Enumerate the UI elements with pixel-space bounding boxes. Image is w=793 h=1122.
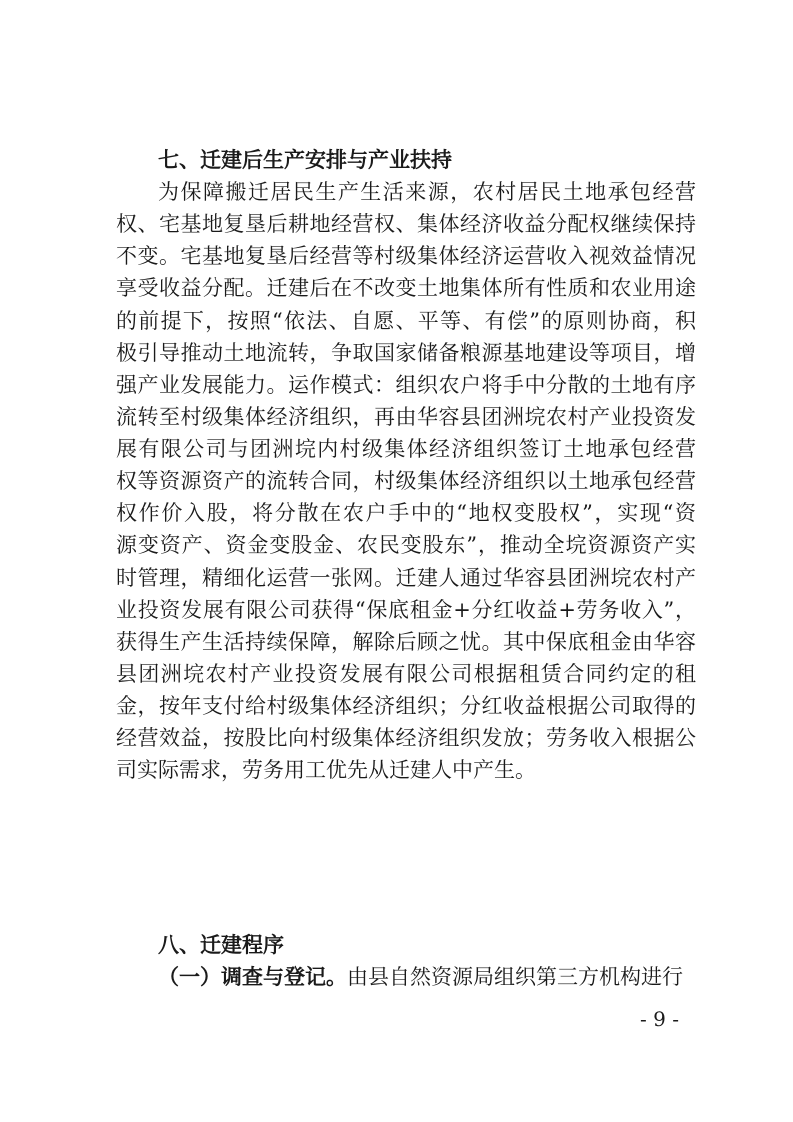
section-8-heading: 八、迁建程序 bbox=[158, 933, 284, 957]
paragraph-line: 享受收益分配。迁建后在不改变土地集体所有性质和农业用途 bbox=[116, 276, 696, 300]
paragraph-line: 获得生产生活持续保障，解除后顾之忧。其中保底租金由华容 bbox=[116, 630, 696, 654]
paragraph-line: 极引导推动土地流转，争取国家储备粮源基地建设等项目，增 bbox=[116, 341, 696, 365]
paragraph-line: 司实际需求，劳务用工优先从迁建人中产生。 bbox=[116, 758, 536, 782]
paragraph-line: 时管理，精细化运营一张网。迁建人通过华容县团洲垸农村产 bbox=[116, 566, 696, 590]
paragraph-line: 强产业发展能力。运作模式：组织农户将手中分散的土地有序 bbox=[116, 373, 696, 397]
paragraph-line: 权等资源资产的流转合同，村级集体经济组织以土地承包经营 bbox=[116, 469, 696, 493]
subsection-1-text: 由县自然资源局组织第三方机构进行 bbox=[347, 965, 683, 989]
paragraph-line: 权作价入股，将分散在农户手中的“地权变股权”，实现“资 bbox=[116, 501, 696, 525]
page-number: - 9 - bbox=[640, 1007, 679, 1031]
section-7-heading: 七、迁建后生产安排与产业扶持 bbox=[158, 148, 452, 172]
paragraph-line: 不变。宅基地复垦后经营等村级集体经济运营收入视效益情况 bbox=[116, 244, 696, 268]
paragraph-line: 权、宅基地复垦后耕地经营权、集体经济收益分配权继续保持 bbox=[116, 212, 696, 236]
paragraph-line: 金，按年支付给村级集体经济组织；分红收益根据公司取得的 bbox=[116, 694, 696, 718]
paragraph-line: 为保障搬迁居民生产生活来源，农村居民土地承包经营 bbox=[158, 180, 696, 204]
paragraph-line: 经营效益，按股比向村级集体经济组织发放；劳务收入根据公 bbox=[116, 726, 696, 750]
paragraph-line: 的前提下，按照“依法、自愿、平等、有偿”的原则协商，积 bbox=[116, 309, 696, 333]
paragraph-line: 源变资产、资金变股金、农民变股东”，推动全垸资源资产实 bbox=[116, 533, 696, 557]
subsection-1-lead: （一）调查与登记。 bbox=[158, 965, 347, 989]
paragraph-line: 县团洲垸农村产业投资发展有限公司根据租赁合同约定的租 bbox=[116, 662, 696, 686]
paragraph-line: 业投资发展有限公司获得“保底租金+分红收益+劳务收入”， bbox=[116, 598, 696, 622]
subsection-1-line bbox=[158, 965, 696, 989]
paragraph-line: 展有限公司与团洲垸内村级集体经济组织签订土地承包经营 bbox=[116, 437, 696, 461]
paragraph-line: 流转至村级集体经济组织，再由华容县团洲垸农村产业投资发 bbox=[116, 405, 696, 429]
